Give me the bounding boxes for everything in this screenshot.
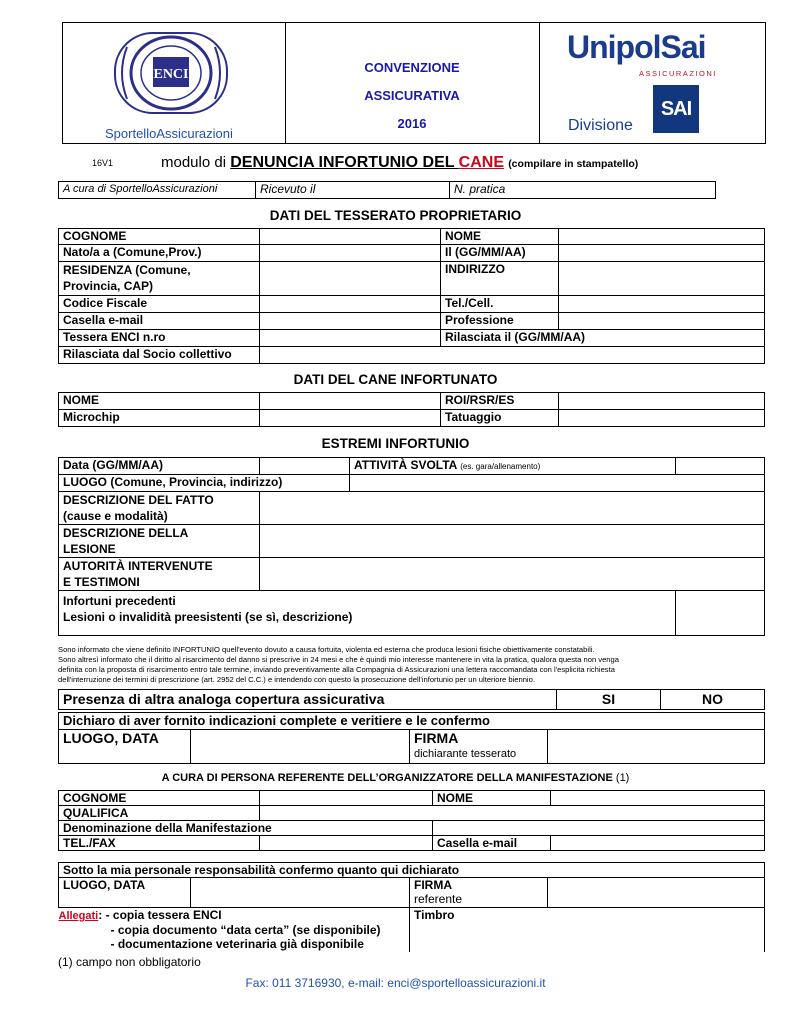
coverage-no-option[interactable]: NO — [661, 690, 765, 710]
attivita-text: ATTIVITÀ SVOLTA — [354, 458, 457, 472]
cognome-field[interactable] — [260, 229, 441, 245]
allegati-line-1 — [59, 908, 406, 923]
seal-text: ENCI — [153, 67, 189, 82]
birthplace-field[interactable] — [260, 245, 441, 262]
referent-table — [58, 790, 765, 851]
autorita-field[interactable] — [260, 558, 765, 591]
unipolsai-logo — [567, 29, 706, 66]
unipolsai-wordmark: UnipolSai — [567, 29, 706, 65]
coverage-si-option[interactable]: SI — [557, 690, 661, 710]
footnote: (1) campo non obbligatorio — [58, 955, 201, 969]
descr-lesione-line-1: DESCRIZIONE DELLA — [63, 526, 189, 540]
dog-name-label: NOME — [59, 393, 260, 410]
descr-lesione-line-2: LESIONE — [63, 542, 116, 556]
ref-referente-text: referente — [414, 892, 463, 906]
dog-table — [58, 392, 765, 427]
ref-cognome-label: COGNOME — [59, 791, 260, 806]
owner-section-title: DATI DEL TESSERATO PROPRIETARIO — [269, 208, 522, 223]
header-box — [62, 22, 766, 144]
roi-field[interactable] — [559, 393, 765, 410]
form-title-prefix: modulo di — [161, 154, 231, 171]
form-code: 16V1 — [92, 158, 114, 168]
coverage-label: Presenza di altra analoga copertura assicurativa — [59, 690, 557, 710]
attivita-label — [350, 458, 676, 475]
legal-note-line-1: Sono informato che viene definito INFORTUNIO quell'evento dovuto a causa fortuita, violenta ed esterna che produca lesioni fisiche obiettivamente constatabili. — [58, 645, 595, 654]
confirmation-table — [58, 862, 765, 952]
referent-title-text: A CURA DI PERSONA REFERENTE DELL’ORGANIZZATORE DELLA MANIFESTAZIONE — [161, 772, 613, 784]
owner-table — [58, 228, 765, 364]
autorita-line-1: AUTORITÀ INTERVENUTE — [63, 559, 213, 573]
residenza-label-line-1: RESIDENZA (Comune, — [63, 263, 191, 277]
ricevuto-field[interactable]: Ricevuto il — [256, 182, 450, 199]
ref-qualifica-label: QUALIFICA — [59, 806, 260, 821]
precedenti-label — [59, 591, 676, 636]
tessera-field[interactable] — [260, 330, 441, 347]
residenza-label — [59, 262, 260, 296]
luogo-label: LUOGO (Comune, Provincia, indirizzo) — [59, 475, 350, 492]
allegato-3: - documentazione veterinaria già disponibile — [110, 937, 364, 951]
birthdate-label: Il (GG/MM/AA) — [441, 245, 559, 262]
nome-field[interactable] — [559, 229, 765, 245]
timbro-label: Timbro — [414, 908, 455, 922]
attivita-note: (es. gara/allenamento) — [460, 462, 541, 471]
descr-fatto-label — [59, 492, 260, 525]
ref-qualifica-field[interactable] — [260, 806, 765, 821]
sportello-name: SportelloAssicurazioni — [105, 126, 233, 141]
convenzione-line-2: ASSICURATIVA — [364, 88, 460, 103]
telefono-label: Tel./Cell. — [441, 296, 559, 313]
microchip-label: Microchip — [59, 410, 260, 427]
ref-luogo-field[interactable] — [191, 878, 410, 908]
form-title-cane: CANE — [458, 154, 505, 171]
ref-cognome-field[interactable] — [260, 791, 433, 806]
form-title-main: DENUNCIA INFORTUNIO DEL — [230, 154, 459, 171]
dog-name-field[interactable] — [260, 393, 441, 410]
ref-nome-field[interactable] — [551, 791, 765, 806]
indirizzo-label: INDIRIZZO — [441, 262, 559, 296]
assicurazioni-label: ASSICURAZIONI — [639, 69, 717, 78]
nome-label: NOME — [441, 229, 559, 245]
birthplace-label: Nato/a a (Comune,Prov.) — [59, 245, 260, 262]
ref-denominazione-field[interactable] — [433, 821, 765, 836]
accident-date-label: Data (GG/MM/AA) — [59, 458, 260, 475]
descr-lesione-label — [59, 525, 260, 558]
allegati-list — [59, 908, 410, 952]
professione-label: Professione — [441, 313, 559, 330]
codice-fiscale-label: Codice Fiscale — [59, 296, 260, 313]
declaration-luogo-field[interactable] — [191, 730, 410, 764]
precedenti-line-2: Lesioni o invalidità preesistenti (se sì, descrizione) — [63, 610, 353, 624]
office-table — [58, 181, 716, 199]
email-field[interactable] — [260, 313, 441, 330]
residenza-field[interactable] — [260, 262, 441, 296]
ref-firma-field[interactable] — [548, 878, 765, 908]
indirizzo-field[interactable] — [559, 262, 765, 296]
referent-section-title — [0, 772, 791, 784]
dichiarante-text: dichiarante tesserato — [414, 748, 517, 760]
coverage-table — [58, 689, 765, 710]
autorita-line-2: E TESTIMONI — [63, 575, 140, 589]
descr-fatto-line-2: (cause e modalità) — [63, 509, 168, 523]
legal-notes — [58, 645, 768, 685]
rilasciata-il-text: Rilasciata il (GG/MM/AA) — [445, 330, 586, 344]
socio-collettivo-field[interactable] — [260, 347, 765, 364]
sai-logo — [653, 85, 699, 133]
divisione-label: Divisione — [568, 117, 633, 134]
convenzione-year: 2016 — [397, 116, 427, 131]
sai-logo-text: SAI — [660, 98, 692, 120]
autorita-label — [59, 558, 260, 591]
socio-collettivo-label: Rilasciata dal Socio collettivo — [59, 347, 260, 364]
descr-fatto-field[interactable] — [260, 492, 765, 525]
declaration-luogo-label: LUOGO, DATA — [59, 730, 191, 764]
ref-luogo-label: LUOGO, DATA — [59, 878, 191, 908]
referent-title-note: (1) — [615, 772, 630, 784]
telefono-field[interactable] — [559, 296, 765, 313]
luogo-field[interactable] — [350, 475, 765, 492]
header-divider-2 — [539, 23, 540, 143]
declaration-firma-label — [410, 730, 548, 764]
ref-telfax-field[interactable] — [260, 836, 433, 851]
allegato-2: - copia documento “data certa” (se disponibile) — [110, 923, 381, 937]
ref-firma-label — [410, 878, 548, 908]
ref-nome-label: NOME — [433, 791, 551, 806]
ref-email-label: Casella e-mail — [433, 836, 551, 851]
email-label: Casella e-mail — [59, 313, 260, 330]
accident-section-title: ESTREMI INFORTUNIO — [321, 436, 470, 451]
cognome-label: COGNOME — [59, 229, 260, 245]
footer-contact: Fax: 011 3716930, e-mail: enci@sportelloassicurazioni.it — [245, 976, 546, 990]
ref-firma-text: FIRMA — [414, 878, 452, 892]
allegati-label: Allegati — [58, 910, 99, 922]
roi-label: ROI/RSR/ES — [441, 393, 559, 410]
ref-email-field[interactable] — [551, 836, 765, 851]
attivita-field[interactable] — [676, 458, 765, 475]
precedenti-field[interactable] — [676, 591, 765, 636]
timbro-field[interactable] — [410, 908, 765, 952]
declaration-table — [58, 712, 765, 764]
precedenti-line-1: Infortuni precedenti — [63, 594, 176, 608]
firma-text: FIRMA — [414, 730, 459, 746]
declaration-text: Dichiaro di aver fornito indicazioni complete e veritiere e le confermo — [59, 713, 765, 730]
microchip-field[interactable] — [260, 410, 441, 427]
allegato-1: : - copia tessera ENCI — [98, 908, 222, 922]
legal-note-line-4: dell'interruzione dei termini di prescrizione (art. 2952 del C.C.) e intendendo con questo la prosecuzione dell'infortunio per un ulteriore biennio. — [58, 675, 535, 684]
tessera-label: Tessera ENCI n.ro — [59, 330, 260, 347]
rilasciata-il-label — [441, 330, 765, 347]
legal-note-line-2: Sono altresì informato che il diritto al risarcimento del danno si prescrive in 24 mesi e che è quindi mio interesse mantenere in vita la pratica, qualora questa non venga — [58, 655, 619, 664]
convenzione-line-1: CONVENZIONE — [364, 60, 460, 75]
enci-seal-logo — [107, 27, 235, 119]
dog-section-title: DATI DEL CANE INFORTUNATO — [293, 372, 498, 387]
descr-fatto-line-1: DESCRIZIONE DEL FATTO — [63, 493, 214, 507]
form-title — [161, 154, 638, 172]
residenza-label-line-2: Provincia, CAP) — [63, 279, 154, 293]
ref-telfax-label: TEL./FAX — [59, 836, 260, 851]
confirm-text: Sotto la mia personale responsabilità confermo quanto qui dichiarato — [59, 863, 765, 878]
a-cura-label: A cura di SportelloAssicurazioni — [59, 182, 256, 199]
tatuaggio-label: Tatuaggio — [441, 410, 559, 427]
declaration-firma-field[interactable] — [548, 730, 765, 764]
accident-table — [58, 457, 765, 636]
accident-date-field[interactable] — [260, 458, 350, 475]
ref-denominazione-label: Denominazione della Manifestazione — [59, 821, 433, 836]
form-title-suffix: (compilare in stampatello) — [508, 158, 639, 170]
legal-note-line-3: definita con la proposta di risarcimento entro tale termine, inviando preventivamente alla Compagnia di Assicurazioni una lettera raccomandata con l'esplicita richiesta — [58, 665, 615, 674]
descr-lesione-field[interactable] — [260, 525, 765, 558]
birthdate-field[interactable] — [559, 245, 765, 262]
professione-field[interactable] — [559, 313, 765, 330]
tatuaggio-field[interactable] — [559, 410, 765, 427]
pratica-field[interactable]: N. pratica — [450, 182, 716, 199]
codice-fiscale-field[interactable] — [260, 296, 441, 313]
